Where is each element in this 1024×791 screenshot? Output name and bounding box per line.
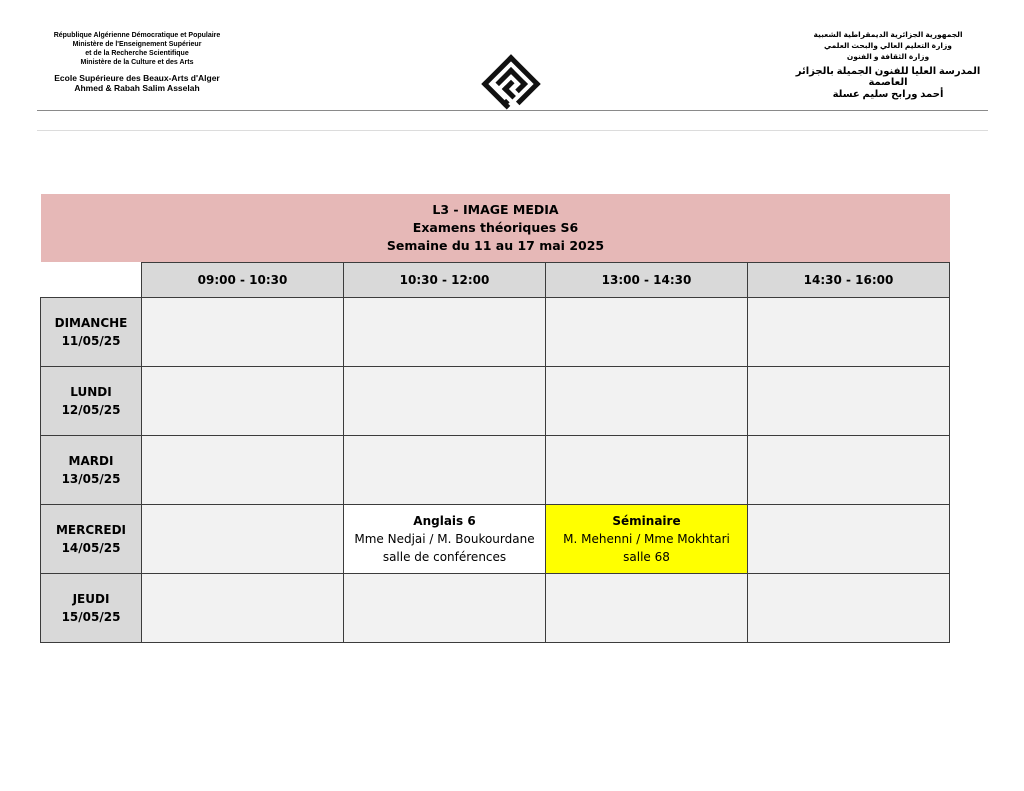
school-founders-ar: أحمد ورابح سليم عسلة <box>832 88 944 100</box>
schedule-cell <box>344 298 546 367</box>
exam-teachers: M. Mehenni / Mme Mokhtari <box>563 532 730 546</box>
schedule-cell <box>748 367 950 436</box>
day-date: 11/05/25 <box>61 334 121 348</box>
ministry-line-ar-1: وزارة التعليم العالي والبحث العلمي <box>824 40 952 50</box>
table-row <box>41 367 950 436</box>
schedule-cell <box>344 367 546 436</box>
day-name: JEUDI <box>72 592 110 606</box>
exam-course: Anglais 6 <box>413 514 476 528</box>
day-date: 12/05/25 <box>61 403 121 417</box>
header-divider-light <box>37 130 988 131</box>
ministry-line-1: Ministère de l'Enseignement Supérieur <box>72 40 202 48</box>
header-right-institution <box>788 30 988 100</box>
school-name-fr: Ecole Supérieure des Beaux-Arts d'Alger <box>54 72 220 83</box>
schedule-cell <box>546 298 748 367</box>
schedule-cell <box>748 298 950 367</box>
timeslot-header-row <box>41 263 950 298</box>
header-divider <box>37 110 988 111</box>
day-name: MERCREDI <box>55 523 127 537</box>
header-left-institution <box>37 32 237 93</box>
exam-schedule-table <box>40 262 950 643</box>
schedule-cell <box>546 367 748 436</box>
schedule-cell <box>142 505 344 574</box>
timeslot-header: 10:30 - 12:00 <box>344 263 546 298</box>
exam-course: Séminaire <box>612 514 681 528</box>
ministry-line-3: Ministère de la Culture et des Arts <box>80 58 194 66</box>
schedule-cell <box>748 505 950 574</box>
schedule-title-band <box>41 194 950 262</box>
schedule-cell <box>344 436 546 505</box>
ministry-line-2: et de la Recherche Scientifique <box>85 49 189 57</box>
table-row <box>41 436 950 505</box>
day-header <box>41 367 142 436</box>
day-header <box>41 436 142 505</box>
schedule-cell <box>142 298 344 367</box>
table-row <box>41 505 950 574</box>
day-date: 15/05/25 <box>61 610 121 624</box>
day-name: LUNDI <box>70 385 112 399</box>
republic-name-fr: République Algérienne Démocratique et Populaire <box>53 32 221 39</box>
schedule-cell <box>546 436 748 505</box>
exam-cell-seminaire <box>546 505 748 574</box>
week-title: Semaine du 11 au 17 mai 2025 <box>386 238 605 253</box>
schedule-cell <box>748 574 950 643</box>
school-founders-fr: Ahmed & Rabah Salim Asselah <box>74 83 200 93</box>
exam-room: salle 68 <box>623 550 670 564</box>
schedule-cell <box>748 436 950 505</box>
timeslot-header: 09:00 - 10:30 <box>142 263 344 298</box>
republic-name-ar: الجمهورية الجزائرية الديمقراطية الشعبية <box>813 30 963 39</box>
day-header <box>41 298 142 367</box>
schedule-cell <box>546 574 748 643</box>
timeslot-header: 14:30 - 16:00 <box>748 263 950 298</box>
program-title: L3 - IMAGE MEDIA <box>432 202 559 217</box>
exam-type-title: Examens théoriques S6 <box>412 220 579 235</box>
day-name: MARDI <box>68 454 114 468</box>
day-date: 13/05/25 <box>61 472 121 486</box>
day-date: 14/05/25 <box>61 541 121 555</box>
schedule-cell <box>142 367 344 436</box>
table-corner <box>41 263 142 298</box>
exam-teachers: Mme Nedjai / M. Boukourdane <box>354 532 535 546</box>
exam-cell-anglais <box>344 505 546 574</box>
table-row <box>41 574 950 643</box>
schedule-cell <box>142 574 344 643</box>
day-header <box>41 505 142 574</box>
day-header <box>41 574 142 643</box>
table-row <box>41 298 950 367</box>
kufic-calligraphy-logo <box>481 54 541 114</box>
ministry-line-ar-2: وزارة الثقافة و الفنون <box>846 51 930 61</box>
school-name-ar: المدرسة العليا للفنون الجميلة بالجزائر العاصمة <box>795 65 981 89</box>
schedule-cell <box>142 436 344 505</box>
timeslot-header: 13:00 - 14:30 <box>546 263 748 298</box>
exam-room: salle de conférences <box>382 550 507 564</box>
day-name: DIMANCHE <box>54 316 128 330</box>
schedule-cell <box>344 574 546 643</box>
